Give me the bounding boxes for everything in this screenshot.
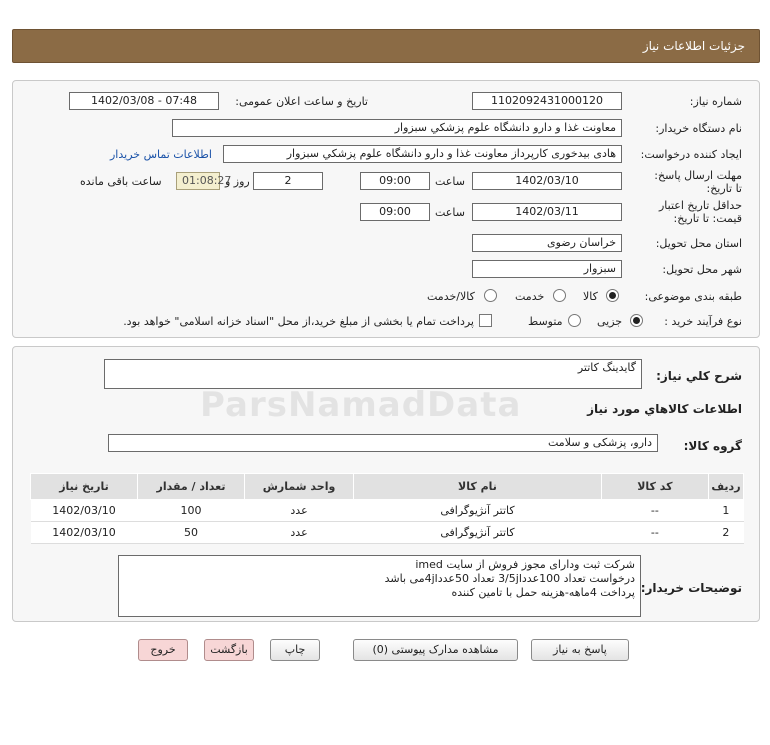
- category-service-radio[interactable]: [553, 289, 566, 302]
- remaining-time-label: ساعت باقی مانده: [80, 175, 162, 188]
- city-field: سبزوار: [472, 260, 622, 278]
- cell-name: کاتتر آنژیوگرافی: [354, 522, 602, 544]
- price-validity-label: حداقل تاریخ اعتبار قیمت: تا تاریخ:: [658, 199, 742, 225]
- reply-button[interactable]: پاسخ به نیاز: [531, 639, 629, 661]
- col-date-header: تاریخ نیاز: [31, 474, 138, 500]
- validity-time-field: 09:00: [360, 203, 430, 221]
- page-title: جزئیات اطلاعات نیاز: [642, 39, 745, 53]
- col-unit-header: واحد شمارش: [244, 474, 353, 500]
- province-label: استان محل تحویل:: [655, 237, 742, 250]
- days-remaining-field: 2: [253, 172, 323, 190]
- cell-date: 1402/03/10: [31, 500, 138, 522]
- reply-deadline-label: مهلت ارسال پاسخ: تا تاریخ:: [654, 169, 742, 195]
- exit-button[interactable]: خروج: [138, 639, 188, 661]
- requester-field: هادی بیدخوری کارپرداز معاونت غذا و دارو دانشگاه علوم پزشکي سبزوار: [223, 145, 622, 163]
- print-button[interactable]: چاپ: [270, 639, 320, 661]
- table-row: [31, 500, 744, 522]
- back-button[interactable]: بازگشت: [204, 639, 254, 661]
- page-header: [12, 29, 760, 63]
- buyer-notes-line: شرکت ثبت ودارای مجوز فروش از سایت imed: [415, 558, 635, 571]
- category-label: طبقه بندی موضوعی:: [644, 290, 742, 303]
- category-goods-option: کالا: [583, 290, 598, 303]
- category-goods-service-radio[interactable]: [484, 289, 497, 302]
- items-table: [30, 473, 744, 544]
- treasury-payment-checkbox[interactable]: [479, 314, 492, 327]
- need-number-field: 1102092431000120: [472, 92, 622, 110]
- goods-group-field: دارو، پزشکی و سلامت: [108, 434, 658, 452]
- buyer-org-label: نام دستگاه خریدار:: [655, 122, 742, 135]
- view-attachments-button[interactable]: مشاهده مدارک پیوستی (0): [353, 639, 518, 661]
- cell-unit: عدد: [244, 522, 353, 544]
- col-name-header: نام کالا: [354, 474, 602, 500]
- cell-date: 1402/03/10: [31, 522, 138, 544]
- reply-time-field: 09:00: [360, 172, 430, 190]
- days-label: روز و: [225, 175, 250, 188]
- process-medium-option: متوسط: [528, 315, 563, 328]
- cell-code: --: [601, 500, 708, 522]
- cell-name: کاتتر آنژیوگرافی: [354, 500, 602, 522]
- need-number-label: شماره نیاز:: [689, 95, 742, 108]
- process-medium-radio[interactable]: [568, 314, 581, 327]
- buyer-notes-line: پرداخت 4ماهه-هزینه حمل با تامین کننده: [451, 586, 635, 599]
- process-type-label: نوع فرآیند خرید :: [664, 315, 742, 328]
- category-goods-service-option: کالا/خدمت: [427, 290, 475, 303]
- announce-datetime-field: 1402/03/08 - 07:48: [69, 92, 219, 110]
- cell-qty: 100: [138, 500, 245, 522]
- col-code-header: کد کالا: [601, 474, 708, 500]
- process-partial-option: جزیی: [597, 315, 623, 328]
- buyer-notes-line: درخواست تعداد 100عدد3/5jl تعداد 50عدد4jlمی باشد: [384, 572, 635, 585]
- buyer-notes-field: [118, 555, 641, 617]
- summary-label: شرح کلي نياز:: [656, 369, 742, 383]
- remaining-time-field: 01:08:27: [176, 172, 220, 190]
- category-service-option: خدمت: [515, 290, 545, 303]
- col-row-header: ردیف: [708, 474, 743, 500]
- cell-row: 1: [708, 500, 743, 522]
- table-header-row: [31, 474, 744, 500]
- goods-group-label: گروه کالا:: [683, 439, 742, 453]
- reply-time-label: ساعت: [435, 175, 465, 188]
- watermark-text: ParsNamadData: [200, 385, 522, 425]
- buyer-contact-link[interactable]: اطلاعات تماس خریدار: [110, 148, 212, 161]
- col-qty-header: تعداد / مقدار: [138, 474, 245, 500]
- buyer-org-field: معاونت غذا و دارو دانشگاه علوم پزشکي سبزوار: [172, 119, 622, 137]
- process-partial-radio[interactable]: [630, 314, 643, 327]
- requester-label: ایجاد کننده درخواست:: [640, 148, 742, 161]
- cell-qty: 50: [138, 522, 245, 544]
- validity-date-field: 1402/03/11: [472, 203, 622, 221]
- reply-date-field: 1402/03/10: [472, 172, 622, 190]
- cell-unit: عدد: [244, 500, 353, 522]
- announce-datetime-label: تاریخ و ساعت اعلان عمومی:: [235, 95, 368, 108]
- cell-row: 2: [708, 522, 743, 544]
- summary-field: گایدینگ کاتتر: [104, 359, 642, 389]
- goods-info-title: اطلاعات کالاهاي مورد نياز: [587, 402, 742, 416]
- buyer-notes-label: توضیحات خریدار:: [640, 581, 742, 595]
- table-row: [31, 522, 744, 544]
- city-label: شهر محل تحویل:: [662, 263, 742, 276]
- treasury-payment-note: پرداخت تمام یا بخشی از مبلغ خرید،از محل "اسناد خزانه اسلامی" خواهد بود.: [123, 315, 474, 328]
- province-field: خراسان رضوی: [472, 234, 622, 252]
- cell-code: --: [601, 522, 708, 544]
- validity-time-label: ساعت: [435, 206, 465, 219]
- category-goods-radio[interactable]: [606, 289, 619, 302]
